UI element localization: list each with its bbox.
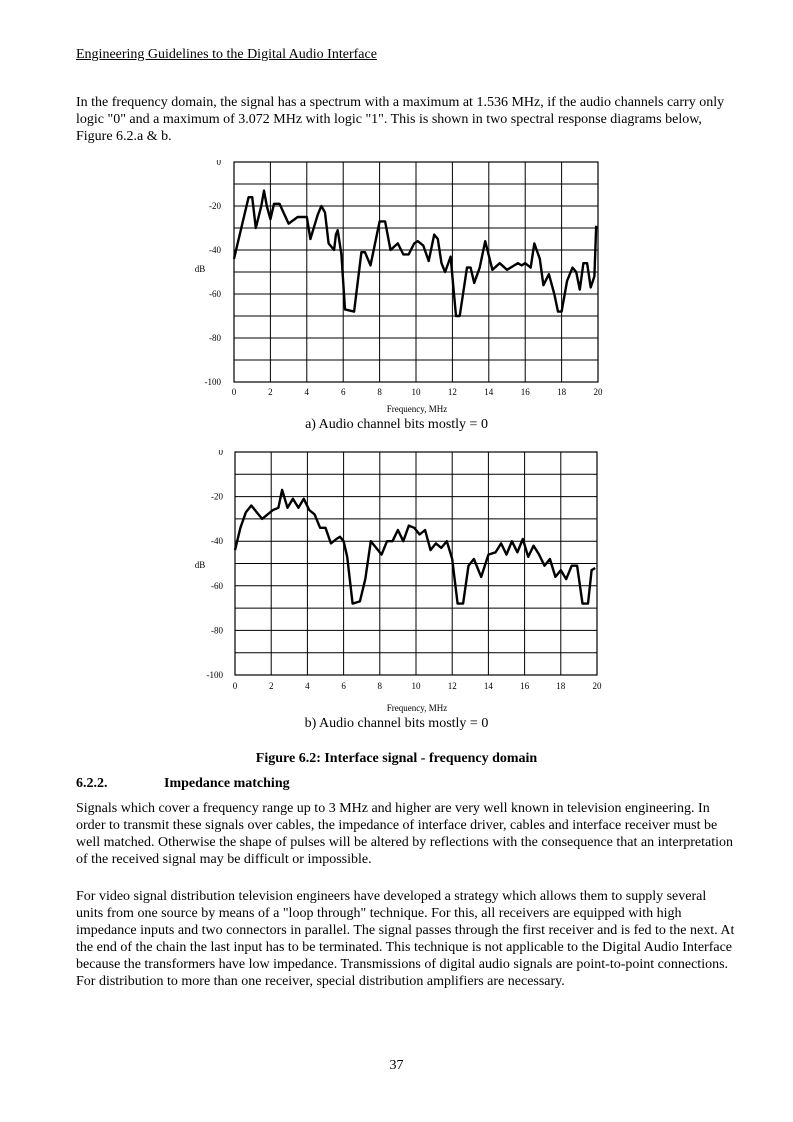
x-tick-label: 18 xyxy=(556,681,566,691)
section-number: 6.2.2. xyxy=(76,776,108,791)
y-tick-label: -40 xyxy=(209,245,221,255)
x-axis-title: Frequency, MHz xyxy=(386,404,448,414)
x-tick-label: 4 xyxy=(304,387,310,397)
page-number: 37 xyxy=(389,1058,404,1073)
x-tick-label: 6 xyxy=(341,681,346,691)
x-tick-label: 12 xyxy=(447,681,457,691)
x-tick-label: 18 xyxy=(557,387,567,397)
y-tick-label: -80 xyxy=(209,333,221,343)
x-tick-label: 16 xyxy=(520,681,530,691)
x-tick-label: 20 xyxy=(592,681,602,691)
y-axis-title: dB xyxy=(194,560,206,570)
paragraph-impedance: Signals which cover a frequency range up to 3 MHz and higher are very well known in television engineering. In order to transmit these signals over cables, the impedance of interface driver, cables and interface receiver must be well matched. Otherwise the shape of pulses will be altered by reflections with the consequence that an interpretation of the received signal may be difficult or impossible. xyxy=(76,801,733,867)
chart-a-svg xyxy=(0,160,793,435)
x-tick-label: 8 xyxy=(377,387,382,397)
x-tick-label: 2 xyxy=(268,681,274,691)
x-tick-label: 2 xyxy=(268,387,273,397)
section-title: Impedance matching xyxy=(164,776,290,791)
x-tick-label: 16 xyxy=(520,387,530,397)
x-tick-label: 12 xyxy=(447,387,457,397)
paragraph-loop-through: For video signal distribution television engineers have developed a strategy which allows them to supply several units from one source by means of a "loop through" technique. For this, all receivers are equipped with high impedance inputs and two connectors in parallel. The signal passes through the first receiver and is fed to the next. At the end of the chain the last input has to be terminated. This technique is not applicable to the Digital Audio Interface because the transformers have low impedance. Transmissions of digital audio signals are point-to-point connections. For distribution to more than one receiver, special distribution amplifiers are necessary. xyxy=(76,889,735,989)
x-tick-label: 10 xyxy=(411,387,421,397)
x-tick-label: 0 xyxy=(231,387,237,397)
y-tick-label: -100 xyxy=(204,377,221,387)
x-tick-label: 14 xyxy=(484,387,494,397)
spectrum-series-line xyxy=(235,490,595,604)
spectrum-chart-b xyxy=(0,450,793,735)
y-tick-label: -40 xyxy=(211,536,223,547)
chart-a-caption: a) Audio channel bits mostly = 0 xyxy=(305,417,488,432)
y-tick-label: -80 xyxy=(211,625,223,636)
y-tick-label: 0 xyxy=(218,450,223,457)
x-axis-title: Frequency, MHz xyxy=(386,703,448,713)
x-tick-label: 6 xyxy=(340,387,346,397)
figure-caption: Figure 6.2: Interface signal - frequency domain xyxy=(255,751,538,766)
y-tick-label: -100 xyxy=(206,670,223,680)
x-tick-label: 20 xyxy=(593,387,603,397)
y-tick-label: -20 xyxy=(209,201,221,211)
x-tick-label: 0 xyxy=(232,681,238,691)
chart-b-caption: b) Audio channel bits mostly = 0 xyxy=(304,716,489,731)
y-tick-label: -60 xyxy=(211,580,223,591)
y-tick-label: -60 xyxy=(209,289,221,299)
x-tick-label: 14 xyxy=(483,681,493,691)
spectrum-series-line xyxy=(234,191,596,316)
x-tick-label: 4 xyxy=(305,681,310,691)
y-tick-label: -20 xyxy=(211,491,223,502)
spectrum-chart-a xyxy=(0,160,793,435)
chart-b-svg xyxy=(0,450,793,735)
x-tick-label: 8 xyxy=(377,681,383,691)
x-tick-label: 10 xyxy=(411,681,421,691)
section-heading xyxy=(76,776,290,792)
y-axis-title: dB xyxy=(194,264,206,274)
y-tick-label: 0 xyxy=(216,160,221,167)
running-header: Engineering Guidelines to the Digital Audio Interface xyxy=(76,47,377,62)
intro-paragraph: In the frequency domain, the signal has a spectrum with a maximum at 1.536 MHz, if the audio channels carry only logic "0" and a maximum of 3.072 MHz with logic "1". This is shown in two spectral response diagrams below, Figure 6.2.a & b. xyxy=(76,95,725,144)
